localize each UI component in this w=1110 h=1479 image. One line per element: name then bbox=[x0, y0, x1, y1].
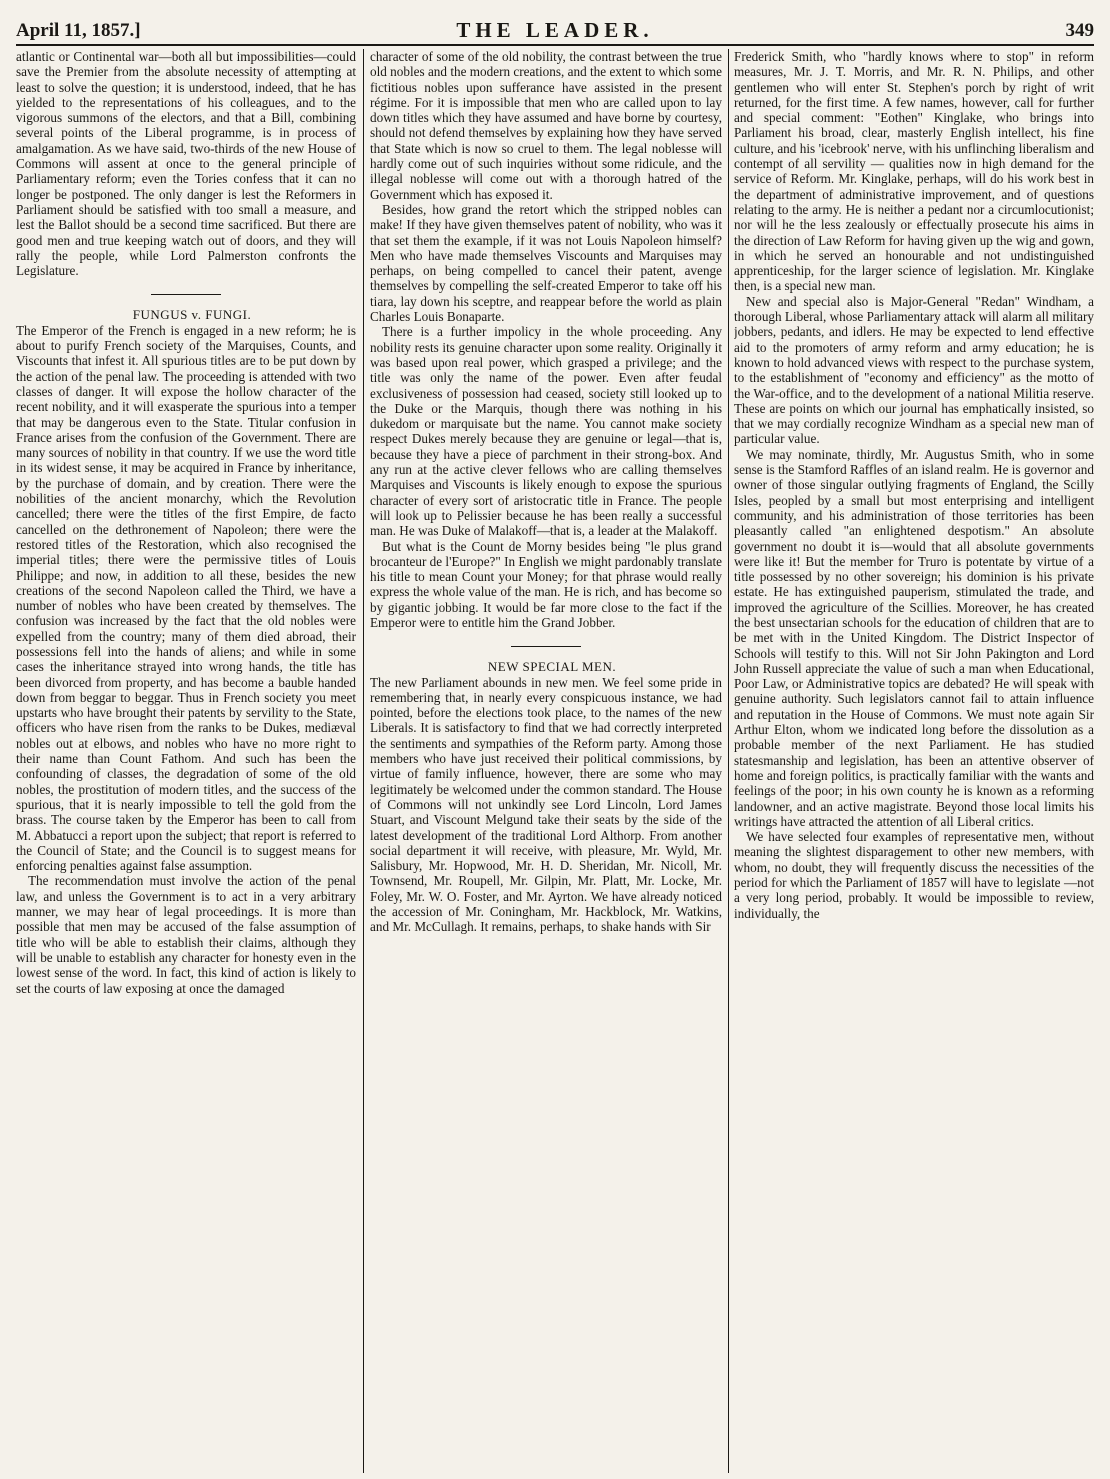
article-paragraph: There is a further impolicy in the whole proceeding. Any nobility rests its genuine character upon some reality. Originally it was based upon real power, which grasped a privilege; and the title was only the name of the power. Even after feudal exclusiveness of possession had ceased, society still looked up to the Duke or the Marquis, though there was nothing in his dukedom or marquisate but the name. You cannot make society respect Dukes merely because they are genuine or legal—that is, because they have a piece of parchment in their strong-box. And any run at the active clever fellows who are calling themselves Marquises and Viscounts is likely enough to expose the spurious character of every sort of aristocratic title in France. The people will look up to Pelissier because he has been really a successful man. He was Duke of Malakoff—that is, a leader at the Malakoff. bbox=[370, 324, 722, 539]
article-paragraph: character of some of the old nobility, the contrast between the true old nobles and the modern creations, and the extent to which some fictitious nobles upon sufferance have assisted in the present régime. For it is impossible that men who are called upon to lay down titles which they have assumed and have borne by courtesy, should not defend themselves by explaining how they have served that State which is now so cruel to them. The legal noblesse will hardly come out of such inquiries without some ridicule, and the illegal noblesse will come out with a thorough hatred of the Government which has exposed it. bbox=[370, 49, 722, 202]
article-paragraph: Frederick Smith, who "hardly knows where to stop" in reform measures, Mr. J. T. Morris, and Mr. R. N. Philips, and other gentlemen who will enter St. Stephen's porch by right of writ returned, for the first time. A few names, however, call for further and special comment: "Eothen" Kinglake, who brings into Parliament his broad, clear, masterly English intellect, his fine culture, and his 'icebrook' nerve, with his unflinching liberalism and contempt of all servility — qualities now in high demand for the service of Reform. Mr. Kinglake, perhaps, will do his work best in the department of administrative improvement, and of questions relating to the army. He is neither a pedant nor a circumlocutionist; nor will he the less zealously or effectually prosecute his aims in the direction of Law Reform for having given up the wig and gown, in which he served an honourable and not undistinguished apprenticeship, for the larger science of legislation. Mr. Kinglake then, is a special new man. bbox=[734, 49, 1094, 294]
column-2 bbox=[370, 49, 722, 1473]
article-paragraph: We have selected four examples of representative men, without meaning the slightest disparagement to other new members, with whom, no doubt, they will frequently discuss the necessities of the period for which the Parliament of 1857 will have to legislate —not a very long period, probably. It would be impossible to review, individually, the bbox=[734, 829, 1094, 921]
column-3 bbox=[734, 49, 1094, 1473]
section-separator bbox=[511, 646, 581, 647]
article-paragraph: New and special also is Major-General "Redan" Windham, a thorough Liberal, whose Parliamentary attack will alarm all military jobbers, pedants, and idlers. He may be expected to lend effective aid to the promoters of army reform and army education; he is known to hold advanced views with respect to the purchase system, to the establishment of "economy and efficiency" as the motto of the War-office, and to the development of a national Militia reserve. These are points on which our journal has emphatically insisted, so that we may cordially recognize Windham as a special new man of particular value. bbox=[734, 293, 1094, 447]
page-number: 349 bbox=[1065, 20, 1094, 41]
article-paragraph: The recommendation must involve the action of the penal law, and unless the Government is to act in a very arbitrary manner, we may hear of legal proceedings. It is more than possible that men may be accused of the false assumption of title who will be able to establish their claims, although they will be unable to establish any character for honesty even in the lowest sense of the word. In fact, this kind of action is likely to set the courts of law exposing at once the damaged bbox=[16, 873, 356, 996]
newspaper-title: THE LEADER. bbox=[456, 18, 654, 42]
masthead-rule bbox=[16, 44, 1094, 46]
masthead bbox=[16, 14, 1094, 44]
article-paragraph: The Emperor of the French is engaged in a new reform; he is about to purify French society of the Marquises, Counts, and Viscounts that infest it. All spurious titles are to be put down by the action of the penal law. The proceeding is attended with two classes of danger. It will expose the hollow character of the recent nobility, and it will exasperate the spurious into a temper that may be dangerous even to the State. Titular confusion in France arises from the confusion of the Government. There are many sources of nobility in that country. If we use the word title in its widest sense, it may be acquired in France by inheritance, by the purchase of domain, and by creation. There were the nobilities of the ancient monarchy, which the Revolution cancelled; there were the titles of the first Empire, de facto cancelled on the dethronement of Napoleon; there were the restored titles of the Restoration, which also recognised the imperial titles; there were the permissive titles of Louis Philippe; and now, in addition to all these, besides the new creations of the second Napoleon called the Third, we have a number of nobles who have been created by themselves. The confusion was increased by the fact that the old nobles were expelled from the country; many of them died abroad, their possessions fell into the hands of aliens; and while in some cases the inheritance strayed into wrong hands, the title has been divorced from property, and has become a bauble handed down from beggar to beggar. Thus in French society you meet upstarts who have brought their patents by servility to the State, officers who have risen from the ranks to be Dukes, mediæval nobles out at elbows, and nobles who have no more right to their name than Count Fathom. And such has been the confounding of classes, the degradation of some of the old nobles, the prostitution of modern titles, and the success of the spurious, that it is nearly impossible to tell the gold from the brass. The course taken by the Emperor has been to call from M. Abbatucci a report upon the subject; that report is referred to the Council of State; and the Council is to suggest means for enforcing penalties against false assumption. bbox=[16, 322, 356, 874]
section-separator bbox=[151, 294, 221, 295]
article-paragraph: We may nominate, thirdly, Mr. Augustus Smith, who in some sense is the Stamford Raffles of an island realm. He is governor and owner of those singular outlying fragments of England, the Scilly Isles, peopled by a small but most enterprising and intelligent community, and his administration of those territories has been pleasantly called "an enlightened despotism." An absolute government no doubt it is—would that all absolute governments were like it! But the member for Truro is potentate by virtue of a title possessed by no other sovereign; his dominion is his private estate. He has extinguished pauperism, stimulated the trade, and improved the agriculture of the Scillies. Moreover, he has created the best unsectarian schools for the education of children that are to be met with in the United Kingdom. The District Inspector of Schools will testify to this. Will not Sir John Pakington and Lord John Russell appreciate the value of such a man when Educational, Poor Law, or Administrative topics are debated? He will speak with genuine authority. Such legislators cannot fail to attain influence and reputation in the House of Commons. We must note again Sir Arthur Elton, whom we indicated long before the dissolution as a probable member of the next Parliament. He has studied statesmanship and legislation, has been an attentive observer of home and foreign politics, is practically familiar with the wants and feelings of the poor; in his own county he is known as a reforming landowner, and an active magistrate. Beyond those local limits his writings have attracted the attention of all Liberal critics. bbox=[734, 446, 1094, 829]
article-heading: FUNGUS v. FUNGI. bbox=[132, 307, 252, 323]
column-divider bbox=[363, 49, 364, 1473]
issue-date: April 11, 1857.] bbox=[16, 20, 141, 41]
column-divider bbox=[728, 49, 729, 1473]
article-paragraph: atlantic or Continental war—both all but impossibilities—could save the Premier from the absolute necessity of attempting at least to solve the question; it is understood, indeed, that he has yielded to the representations of his colleagues, and to the vigorous summons of the electors, and that a Bill, combining several points of the Liberal programme, is in process of amalgamation. As we have said, two-thirds of the new House of Commons will assent at once to the general principle of Parliamentary reform; even the Tories confess that it can no longer be postponed. The only danger is lest the Reformers in Parliament should be satisfied with too small a measure, and lest the Ballot should be a second time sacrificed. But there are good men and true keeping watch out of doors, and they will rally the people, while Lord Palmerston confronts the Legislature. bbox=[16, 49, 356, 279]
article-paragraph: But what is the Count de Morny besides being "le plus grand brocanteur de l'Europe?" In English we might pardonably translate his title to mean Count your Money; for that phrase would really express the whole value of the man. He is rich, and has become so by gigantic jobbing. It would be far more close to the fact if the Emperor were to entitle him the Grand Jobber. bbox=[370, 538, 722, 630]
article-paragraph: The new Parliament abounds in new men. We feel some pride in remembering that, in nearly every conspicuous instance, we had pointed, before the elections took place, to the names of the new Liberals. It is satisfactory to find that we had correctly interpreted the sentiments and sympathies of the Reform party. Among those members who have just received their political commissions, by virtue of family influence, however, there are some who may legitimately be welcomed under the common standard. The House of Commons will not unkindly see Lord Lincoln, Lord James Stuart, and Viscount Melgund take their seats by the side of the latest development of the traditional Lord Althorp. From another social department it will receive, with pleasure, Mr. Wyld, Mr. Salisbury, Mr. Hopwood, Mr. H. D. Sheridan, Mr. Nicoll, Mr. Townsend, Mr. Roupell, Mr. Gilpin, Mr. Platt, Mr. Locke, Mr. Foley, Mr. W. O. Foster, and Mr. Ayrton. We have already noticed the accession of Mr. Coningham, Mr. Hackblock, Mr. Watkins, and Mr. McCullagh. It remains, perhaps, to shake hands with Sir bbox=[370, 674, 722, 935]
article-paragraph: Besides, how grand the retort which the stripped nobles can make! If they have given themselves patent of nobility, who was it that set them the example, if it was not Louis Napoleon himself? Men who have made themselves Viscounts and Marquises may perhaps, on being compelled to cancel their patent, avenge themselves by compelling the self-created Emperor to take off his tiara, lay down his sceptre, and reappear before the world as plain Charles Louis Bonaparte. bbox=[370, 201, 722, 325]
article-heading: NEW SPECIAL MEN. bbox=[487, 659, 617, 675]
column-1 bbox=[16, 49, 356, 1473]
